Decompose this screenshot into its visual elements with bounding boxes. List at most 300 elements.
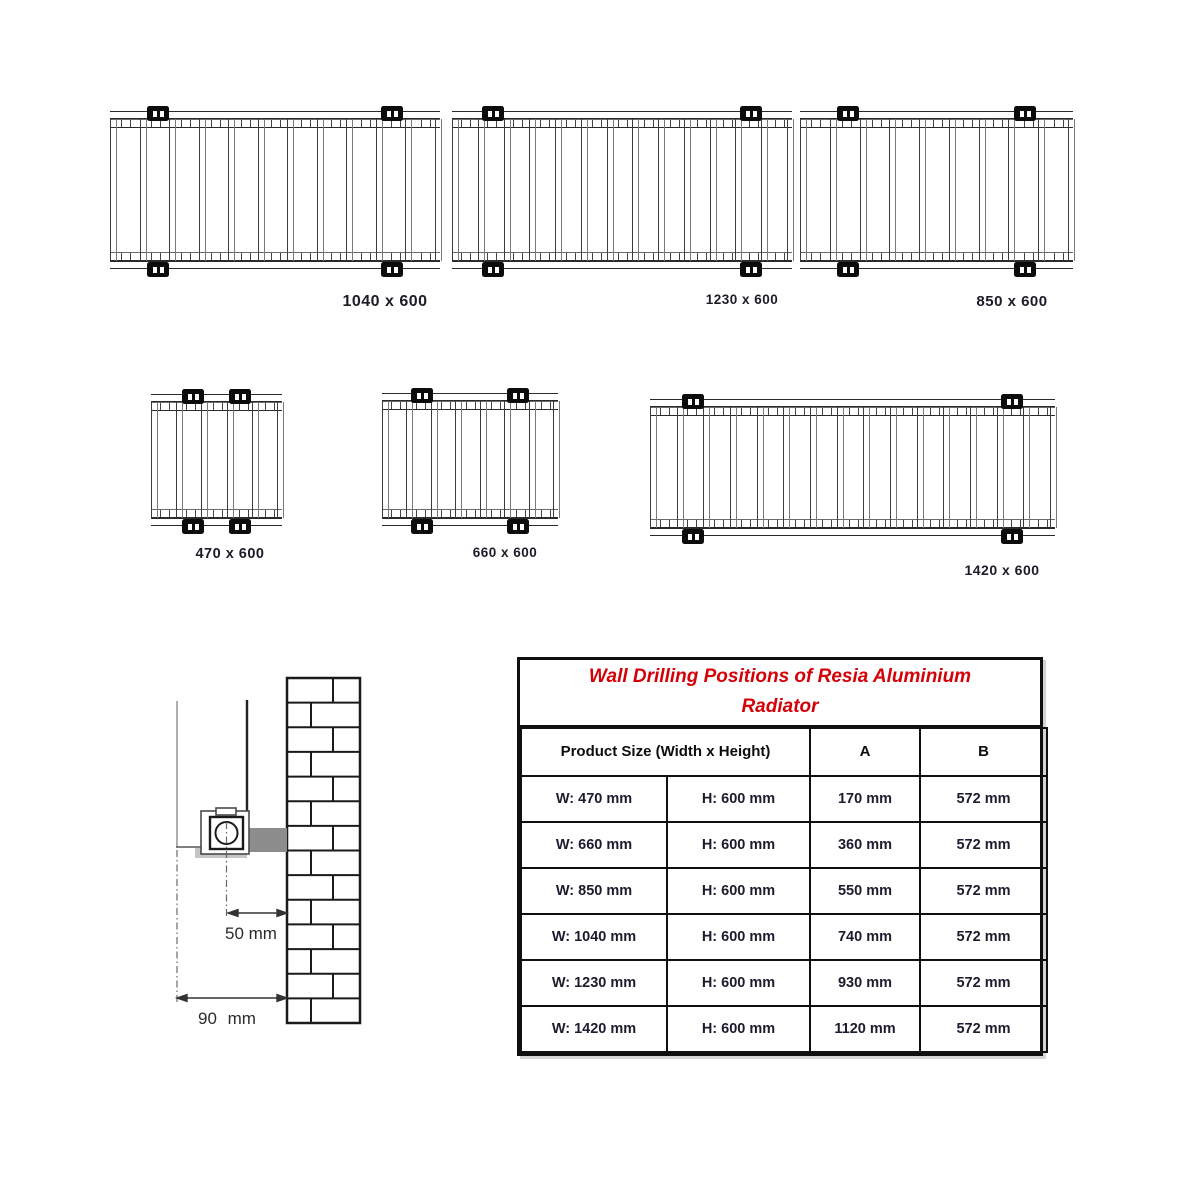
mounting-bracket — [229, 519, 251, 534]
radiator-tube — [504, 119, 511, 261]
table-row — [521, 776, 1047, 822]
radiator-diagram-660x600 — [382, 393, 558, 526]
fin-tick — [491, 402, 501, 409]
fin-tick — [795, 408, 805, 415]
bracket-clip — [216, 808, 236, 815]
radiator-tube — [735, 119, 742, 261]
fin-tick — [697, 120, 707, 127]
fin-tick — [239, 510, 249, 517]
radiator-tube — [783, 407, 790, 528]
fin-tick — [265, 510, 275, 517]
mounting-bracket — [381, 262, 403, 277]
mounting-bracket — [182, 519, 204, 534]
mounting-bracket — [1014, 262, 1036, 277]
bracket-hole — [188, 394, 192, 400]
fin-tick — [540, 253, 550, 260]
radiator-fin-strip — [151, 509, 282, 518]
cell-b: 572 mm — [920, 1006, 1047, 1052]
radiator-tube — [382, 401, 389, 518]
fin-tick — [930, 408, 940, 415]
fin-tick — [541, 510, 551, 517]
mounting-bracket — [381, 106, 403, 121]
bracket-hole — [688, 399, 692, 405]
dim-50-label: 50 mm — [225, 924, 277, 943]
radiator-diagram-1040x600 — [110, 111, 440, 269]
fin-tick — [271, 120, 281, 127]
fin-tick — [211, 120, 221, 127]
radiator-tube — [860, 119, 867, 261]
bracket-hole — [188, 524, 192, 530]
fin-tick — [391, 402, 401, 409]
fin-tick — [301, 120, 311, 127]
fin-tick — [466, 402, 476, 409]
col-header-b: B — [920, 728, 1047, 776]
bracket-hole — [843, 111, 847, 117]
fin-tick — [186, 510, 196, 517]
radiator-tube — [452, 119, 459, 261]
cell-height: H: 600 mm — [667, 1006, 810, 1052]
fin-tick — [121, 253, 131, 260]
fin-tick — [795, 520, 805, 527]
radiator-diagram-1230x600 — [452, 111, 792, 269]
radiator-size-label: 850 x 600 — [976, 293, 1048, 310]
fin-tick — [160, 510, 170, 517]
mounting-bracket — [682, 529, 704, 544]
fin-tick — [618, 120, 628, 127]
bracket-hole — [160, 111, 164, 117]
cell-a: 360 mm — [810, 822, 920, 868]
radiator-tube — [650, 407, 657, 528]
radiator-diagram-1420x600 — [650, 399, 1055, 536]
radiator-tube — [632, 119, 639, 261]
radiator-tube — [252, 402, 259, 518]
bracket-hole — [495, 267, 499, 273]
radiator-tube — [830, 119, 837, 261]
fin-tick — [714, 408, 724, 415]
mounting-bracket — [837, 106, 859, 121]
fin-tick — [660, 520, 670, 527]
fin-tick — [741, 408, 751, 415]
fin-tick — [1011, 520, 1021, 527]
cell-b: 572 mm — [920, 960, 1047, 1006]
radiator-tube — [757, 407, 764, 528]
cell-b: 572 mm — [920, 868, 1047, 914]
bracket-hole — [1014, 534, 1018, 540]
bracket-hole — [424, 524, 428, 530]
cell-a: 1120 mm — [810, 1006, 920, 1052]
table-row — [521, 822, 1047, 868]
fin-tick — [1054, 120, 1064, 127]
fin-tick — [566, 253, 576, 260]
col-header-a: A — [810, 728, 920, 776]
radiator-tube — [529, 119, 536, 261]
bracket-hole — [1020, 111, 1024, 117]
bracket-hole — [387, 111, 391, 117]
radiator-tube — [863, 407, 870, 528]
fin-tick — [391, 510, 401, 517]
bracket-hole — [242, 394, 246, 400]
mounting-bracket — [411, 519, 433, 534]
fin-tick — [872, 253, 882, 260]
radiator-tube — [455, 401, 462, 518]
radiator-tube — [199, 119, 206, 261]
mounting-bracket — [507, 388, 529, 403]
bracket-hole — [235, 524, 239, 530]
fin-tick — [186, 403, 196, 410]
fin-tick — [416, 510, 426, 517]
fin-tick — [421, 120, 431, 127]
radiator-tube — [949, 119, 956, 261]
fin-tick — [1024, 120, 1034, 127]
fin-tick — [670, 120, 680, 127]
radiator-tube — [889, 119, 896, 261]
fin-tick — [963, 253, 973, 260]
fin-tick — [660, 408, 670, 415]
mounting-bracket — [682, 394, 704, 409]
cell-height: H: 600 mm — [667, 822, 810, 868]
cell-b: 572 mm — [920, 822, 1047, 868]
radiator-tube — [431, 401, 438, 518]
bracket-hole — [1007, 534, 1011, 540]
fin-tick — [540, 120, 550, 127]
cell-width: W: 1230 mm — [521, 960, 667, 1006]
bracket-hole — [520, 524, 524, 530]
fin-tick — [331, 253, 341, 260]
table-row — [521, 868, 1047, 914]
fin-tick — [461, 120, 471, 127]
fin-tick — [822, 520, 832, 527]
radiator-tube — [405, 119, 412, 261]
radiator-tube — [837, 407, 844, 528]
table-row — [521, 914, 1047, 960]
fin-tick — [876, 408, 886, 415]
fin-tick — [213, 510, 223, 517]
fin-tick — [421, 253, 431, 260]
radiator-tube — [227, 402, 234, 518]
mounting-bracket — [411, 388, 433, 403]
fin-tick — [151, 120, 161, 127]
fin-tick — [241, 120, 251, 127]
bracket-hole — [1007, 399, 1011, 405]
fin-tick — [842, 253, 852, 260]
cell-width: W: 660 mm — [521, 822, 667, 868]
fin-tick — [811, 120, 821, 127]
radiator-size-label: 660 x 600 — [472, 545, 538, 560]
bracket-hole — [1014, 399, 1018, 405]
radiator-tube — [1050, 407, 1057, 528]
cell-a: 740 mm — [810, 914, 920, 960]
radiator-tube — [677, 407, 684, 528]
mounting-bracket — [837, 262, 859, 277]
cell-a: 550 mm — [810, 868, 920, 914]
radiator-tube — [529, 401, 536, 518]
fin-tick — [181, 253, 191, 260]
fin-tick — [768, 408, 778, 415]
bracket-hole — [843, 267, 847, 273]
table-row — [521, 960, 1047, 1006]
fin-tick — [687, 408, 697, 415]
fin-tick — [749, 253, 759, 260]
fin-tick — [416, 402, 426, 409]
fin-tick — [697, 253, 707, 260]
cell-height: H: 600 mm — [667, 914, 810, 960]
fin-tick — [592, 120, 602, 127]
radiator-tube — [658, 119, 665, 261]
mounting-bracket — [740, 106, 762, 121]
fin-tick — [513, 253, 523, 260]
radiator-tube — [943, 407, 950, 528]
mounting-bracket — [482, 106, 504, 121]
fin-tick — [930, 520, 940, 527]
bracket-hole — [387, 267, 391, 273]
bracket-hole — [394, 111, 398, 117]
fin-tick — [993, 253, 1003, 260]
radiator-tube — [553, 401, 560, 518]
radiator-tube — [761, 119, 768, 261]
fin-tick — [391, 253, 401, 260]
fin-tick — [361, 120, 371, 127]
bracket-hole — [417, 393, 421, 399]
radiator-top-rail — [650, 399, 1055, 407]
fin-tick — [160, 403, 170, 410]
radiator-tube — [317, 119, 324, 261]
radiator-tube — [581, 119, 588, 261]
radiator-tube — [176, 402, 183, 518]
fin-tick — [211, 253, 221, 260]
radiator-tube — [228, 119, 235, 261]
radiator-tube — [890, 407, 897, 528]
fin-tick — [1011, 408, 1021, 415]
fin-tick — [849, 520, 859, 527]
radiator-tube — [800, 119, 807, 261]
cell-width: W: 1040 mm — [521, 914, 667, 960]
wall-mounting-diagram — [100, 650, 400, 1070]
bracket-hole — [753, 267, 757, 273]
bracket-hole — [695, 534, 699, 540]
fin-tick — [822, 408, 832, 415]
mounting-bracket — [147, 262, 169, 277]
table-row — [521, 1006, 1047, 1052]
radiator-tube — [435, 119, 442, 261]
bracket-hole — [424, 393, 428, 399]
mounting-bracket — [147, 106, 169, 121]
fin-tick — [441, 510, 451, 517]
fin-tick — [491, 510, 501, 517]
cell-width: W: 1420 mm — [521, 1006, 667, 1052]
cell-b: 572 mm — [920, 914, 1047, 960]
bracket-hole — [688, 534, 692, 540]
radiator-diagram-470x600 — [151, 394, 282, 526]
fin-tick — [241, 253, 251, 260]
fin-tick — [714, 520, 724, 527]
bracket-hole — [746, 267, 750, 273]
dimension-line-90 — [177, 995, 287, 1002]
bracket-hole — [160, 267, 164, 273]
bracket-hole — [753, 111, 757, 117]
radiator-tube — [919, 119, 926, 261]
fin-tick — [984, 520, 994, 527]
fin-tick — [723, 120, 733, 127]
fin-tick — [461, 253, 471, 260]
fin-tick — [933, 120, 943, 127]
radiator-tube — [406, 401, 413, 518]
cell-width: W: 470 mm — [521, 776, 667, 822]
radiator-tube — [376, 119, 383, 261]
fin-tick — [121, 120, 131, 127]
radiator-tube — [478, 119, 485, 261]
radiator-fin-strip — [151, 402, 282, 411]
fin-tick — [541, 402, 551, 409]
radiator-tube — [1038, 119, 1045, 261]
mounting-bracket — [182, 389, 204, 404]
radiator-tube — [555, 119, 562, 261]
bracket-hole — [1027, 111, 1031, 117]
fin-tick — [239, 403, 249, 410]
radiator-fin-strip — [650, 519, 1055, 528]
cell-height: H: 600 mm — [667, 868, 810, 914]
cell-height: H: 600 mm — [667, 776, 810, 822]
bracket-hole — [488, 111, 492, 117]
radiator-fin-strip — [800, 252, 1073, 261]
bracket-hole — [746, 111, 750, 117]
radiator-tube — [1008, 119, 1015, 261]
radiator-tube — [110, 119, 117, 261]
radiator-tube — [504, 401, 511, 518]
fin-tick — [775, 253, 785, 260]
fin-tick — [902, 253, 912, 260]
radiator-tube — [169, 119, 176, 261]
fin-tick — [849, 408, 859, 415]
mounting-bracket — [507, 519, 529, 534]
fin-tick — [213, 403, 223, 410]
mounting-bracket — [740, 262, 762, 277]
dim-90-label: 90 mm — [198, 1009, 256, 1028]
fin-tick — [391, 120, 401, 127]
fin-tick — [181, 120, 191, 127]
bracket-hole — [235, 394, 239, 400]
radiator-fin-strip — [650, 407, 1055, 416]
bracket-hole — [1020, 267, 1024, 273]
fin-tick — [741, 520, 751, 527]
fin-tick — [749, 120, 759, 127]
bracket-hole — [153, 111, 157, 117]
mounting-bracket — [1001, 529, 1023, 544]
cell-a: 170 mm — [810, 776, 920, 822]
fin-tick — [265, 403, 275, 410]
fin-tick — [566, 120, 576, 127]
fin-tick — [271, 253, 281, 260]
radiator-tube — [277, 402, 284, 518]
bracket-hole — [242, 524, 246, 530]
fin-tick — [984, 408, 994, 415]
fin-tick — [872, 120, 882, 127]
fin-tick — [993, 120, 1003, 127]
dimension-line-50 — [228, 910, 287, 917]
fin-tick — [723, 253, 733, 260]
radiator-tube — [258, 119, 265, 261]
radiator-tube — [480, 401, 487, 518]
fin-tick — [775, 120, 785, 127]
radiator-size-label: 470 x 600 — [195, 546, 265, 562]
cell-height: H: 600 mm — [667, 960, 810, 1006]
radiator-tube — [140, 119, 147, 261]
fin-tick — [902, 120, 912, 127]
radiator-tube — [917, 407, 924, 528]
fin-tick — [963, 120, 973, 127]
radiator-tube — [970, 407, 977, 528]
radiator-size-label: 1420 x 600 — [964, 562, 1040, 578]
fin-tick — [1038, 520, 1048, 527]
bracket-hole — [394, 267, 398, 273]
radiator-top-rail — [151, 394, 282, 402]
fin-tick — [301, 253, 311, 260]
fin-tick — [592, 253, 602, 260]
fin-tick — [331, 120, 341, 127]
radiator-size-label: 1230 x 600 — [705, 292, 779, 307]
bracket-hole — [850, 111, 854, 117]
radiator-diagram-850x600 — [800, 111, 1073, 269]
col-header-product-size: Product Size (Width x Height) — [521, 728, 810, 776]
fin-tick — [466, 510, 476, 517]
radiator-tube — [346, 119, 353, 261]
fin-tick — [644, 253, 654, 260]
mounting-bracket — [1014, 106, 1036, 121]
fin-tick — [516, 510, 526, 517]
mounting-bracket — [229, 389, 251, 404]
radiator-bottom-rail — [382, 518, 558, 526]
bracket-hole — [417, 524, 421, 530]
table-header-row — [521, 728, 1047, 776]
fin-tick — [1054, 253, 1064, 260]
radiator-tube — [710, 119, 717, 261]
bracket-hole — [695, 399, 699, 405]
fin-tick — [516, 402, 526, 409]
cell-a: 930 mm — [810, 960, 920, 1006]
bracket-hole — [513, 524, 517, 530]
fin-tick — [903, 520, 913, 527]
radiator-tube — [684, 119, 691, 261]
bracket-hole — [520, 393, 524, 399]
radiator-bottom-rail — [151, 518, 282, 526]
radiator-tube — [607, 119, 614, 261]
fin-tick — [1024, 253, 1034, 260]
fin-tick — [768, 520, 778, 527]
bracket-hole — [850, 267, 854, 273]
radiator-tube — [787, 119, 794, 261]
fin-tick — [957, 408, 967, 415]
radiator-bottom-rail — [650, 528, 1055, 536]
radiator-tube — [810, 407, 817, 528]
bracket-hole — [495, 111, 499, 117]
drilling-positions-table — [517, 657, 1043, 1056]
fin-tick — [487, 253, 497, 260]
radiator-fin-strip — [110, 252, 440, 261]
radiator-tube — [703, 407, 710, 528]
fin-tick — [361, 253, 371, 260]
fin-tick — [1038, 408, 1048, 415]
radiator-tube — [1068, 119, 1075, 261]
fin-tick — [842, 120, 852, 127]
radiator-top-rail — [382, 393, 558, 401]
bracket-hole — [513, 393, 517, 399]
radiator-tube — [287, 119, 294, 261]
fin-tick — [618, 253, 628, 260]
fin-tick — [876, 520, 886, 527]
radiator-size-label: 1040 x 600 — [342, 293, 428, 310]
fin-tick — [151, 253, 161, 260]
table-title: Wall Drilling Positions of Resia Aluminium Radiator — [520, 660, 1040, 727]
fin-tick — [811, 253, 821, 260]
